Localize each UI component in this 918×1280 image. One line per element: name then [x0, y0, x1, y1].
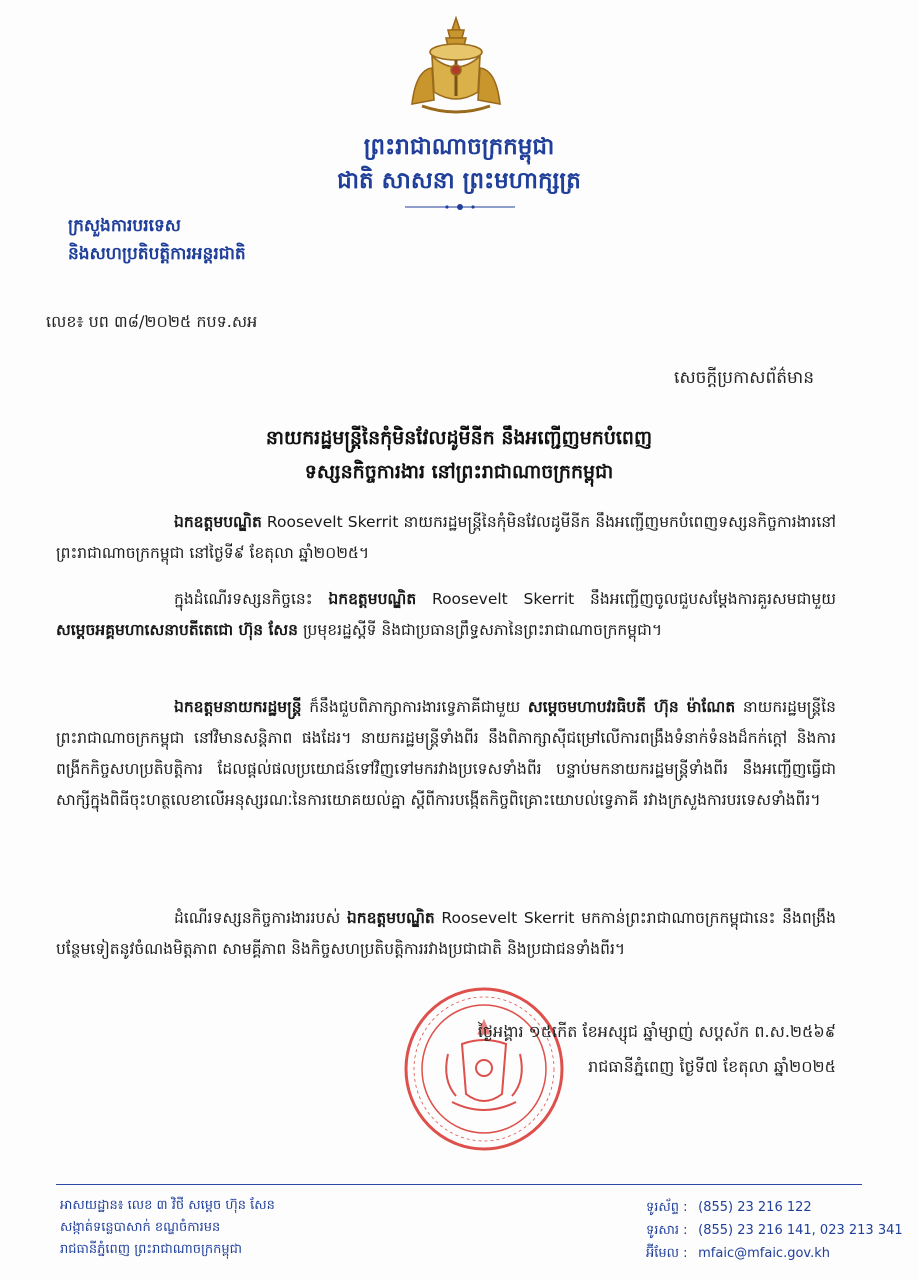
- honorific-name: សម្ដេចអគ្គមហាសេនាបតីតេជោ ហ៊ុន សែន: [56, 621, 299, 639]
- ministry-name: ក្រសួងការបរទេស: [68, 216, 181, 236]
- paragraph-text: នាយករដ្ឋមន្ត្រីនៃព្រះរាជាណាចក្រកម្ពុជា នៅវិមានសន្តិភាព ផងដែរ។ នាយករដ្ឋមន្ត្រីទាំងពីរ នឹងពិភាក្សាស៊ីជម្រៅលើការពង្រឹងទំនាក់ទំនងដ៏កក់ក្ដៅ និងការពង្រីកកិច្ចសហប្រតិបត្តិការ ដែលផ្ដល់ផលប្រយោជន៍ទៅវិញទៅមករវាងប្រទេសទាំងពីរ បន្ទាប់មកនាយករដ្ឋមន្ត្រីទាំងពីរ នឹងអញ្ជើញធ្វើជាសាក្សីក្នុងពិធីចុះហត្ថលេខាលើអនុស្សរណៈនៃការយោគយល់គ្នា ស្ដីពីការបង្កើតកិច្ចពិគ្រោះយោបល់ទ្វេភាគី រវាងក្រសួងការបរទេសទាំងពីរ។: [56, 698, 836, 809]
- honorific: ឯកឧត្តមបណ្ឌិត: [328, 590, 417, 608]
- footer-fax: [646, 1221, 903, 1240]
- paragraph-text: ក៏នឹងជួបពិភាក្សាការងារទ្វេភាគីជាមួយ: [301, 698, 528, 716]
- national-motto: ជាតិ សាសនា ព្រះមហាក្សត្រ: [337, 168, 581, 194]
- footer-address-line1: អាសយដ្ឋាន៖ លេខ ៣ វិថី សម្ដេច ហ៊ុន សែន: [60, 1198, 275, 1213]
- footer-address-line3: រាជធានីភ្នំពេញ ព្រះរាជាណាចក្រកម្ពុជា: [60, 1242, 242, 1257]
- document-type: សេចក្ដីប្រកាសព័ត៌មាន: [674, 368, 814, 388]
- reference-number: លេខ៖ បព ៣៨/២០២៥ កបទ.សអ: [46, 312, 258, 331]
- solar-date: រាជធានីភ្នំពេញ ថ្ងៃទី៧ ខែតុលា ឆ្នាំ២០២៥: [588, 1057, 836, 1076]
- honorific: ឯកឧត្តមបណ្ឌិត: [174, 513, 262, 531]
- lunar-date: ថ្ងៃអង្គារ ១៥កើត ខែអស្សុជ ឆ្នាំម្សាញ់ សប្តស័ក ព.ស.២៥៦៩: [477, 1022, 836, 1041]
- kingdom-title: ព្រះរាជាណាចក្រកម្ពុជា: [363, 134, 555, 160]
- paragraph-text: Roosevelt Skerrit នាយករដ្ឋមន្ត្រីនៃកុំមិនវែលដូមីនីក នឹងអញ្ជើញមកបំពេញទស្សនកិច្ចការងារនៅព្រះរាជាណាចក្រកម្ពុជា នៅថ្ងៃទី៩ ខែតុលា ឆ្នាំ២០២៥។: [56, 513, 836, 562]
- fax-value: (855) 23 216 141, 023 213 341: [698, 1223, 903, 1238]
- honorific-name: សម្ដេចមហាបវរធិបតី ហ៊ុន ម៉ាណែត: [527, 698, 736, 716]
- paragraph-2: [56, 584, 836, 646]
- paragraph-text: ប្រមុខរដ្ឋស្ដីទី និងជាប្រធានព្រឹទ្ធសភានៃព្រះរាជាណាចក្រកម្ពុជា។: [298, 621, 663, 639]
- paragraph-1: [56, 507, 836, 569]
- footer-address-line2: សង្កាត់ទន្លេបាសាក់ ខណ្ឌចំការមន: [60, 1220, 221, 1235]
- royal-coat-of-arms-icon: [402, 14, 510, 118]
- headline-line1: នាយករដ្ឋមន្ត្រីនៃកុំមិនវែលដូមីនីក នឹងអញ្ជើញមកបំពេញ: [265, 427, 653, 449]
- paragraph-text: Roosevelt Skerrit នឹងអញ្ជើញចូលជួបសម្ដែងការគួរសមជាមួយ: [416, 590, 836, 608]
- paragraph-4: [56, 903, 836, 965]
- phone-value: (855) 23 216 122: [698, 1200, 812, 1215]
- headline-line2: ទស្សនកិច្ចការងារ នៅព្រះរាជាណាចក្រកម្ពុជា: [304, 461, 614, 483]
- paragraph-text: ក្នុងដំណើរទស្សនកិច្ចនេះ: [174, 590, 329, 608]
- footer-phone: [646, 1198, 812, 1217]
- paragraph-3: [56, 692, 836, 816]
- email-value: mfaic@mfaic.gov.kh: [698, 1246, 830, 1261]
- phone-label: ទូរស័ព្ទ :: [646, 1200, 688, 1215]
- email-label: អ៊ីមែល :: [646, 1246, 688, 1261]
- paragraph-text: ដំណើរទស្សនកិច្ចការងាររបស់: [174, 909, 347, 927]
- honorific: ឯកឧត្តមបណ្ឌិត: [346, 909, 435, 927]
- fax-label: ទូរសារ :: [646, 1223, 688, 1238]
- footer-divider: [56, 1184, 862, 1185]
- footer-email: [646, 1244, 830, 1263]
- ministry-red-seal-icon: [402, 984, 566, 1154]
- honorific: ឯកឧត្តមនាយករដ្ឋមន្ត្រី: [174, 698, 302, 716]
- ornament-divider-icon: [405, 202, 515, 212]
- paragraph-text: Roosevelt Skerrit មកកាន់ព្រះរាជាណាចក្រកម្ពុជានេះ នឹងពង្រឹងបន្ថែមទៀតនូវចំណងមិត្តភាព សាមគ្គីភាព និងកិច្ចសហប្រតិបត្តិការរវាងប្រជាជាតិ និងប្រជាជនទាំងពីរ។: [56, 909, 836, 958]
- ministry-name-line2: និងសហប្រតិបត្តិការអន្តរជាតិ: [68, 244, 246, 264]
